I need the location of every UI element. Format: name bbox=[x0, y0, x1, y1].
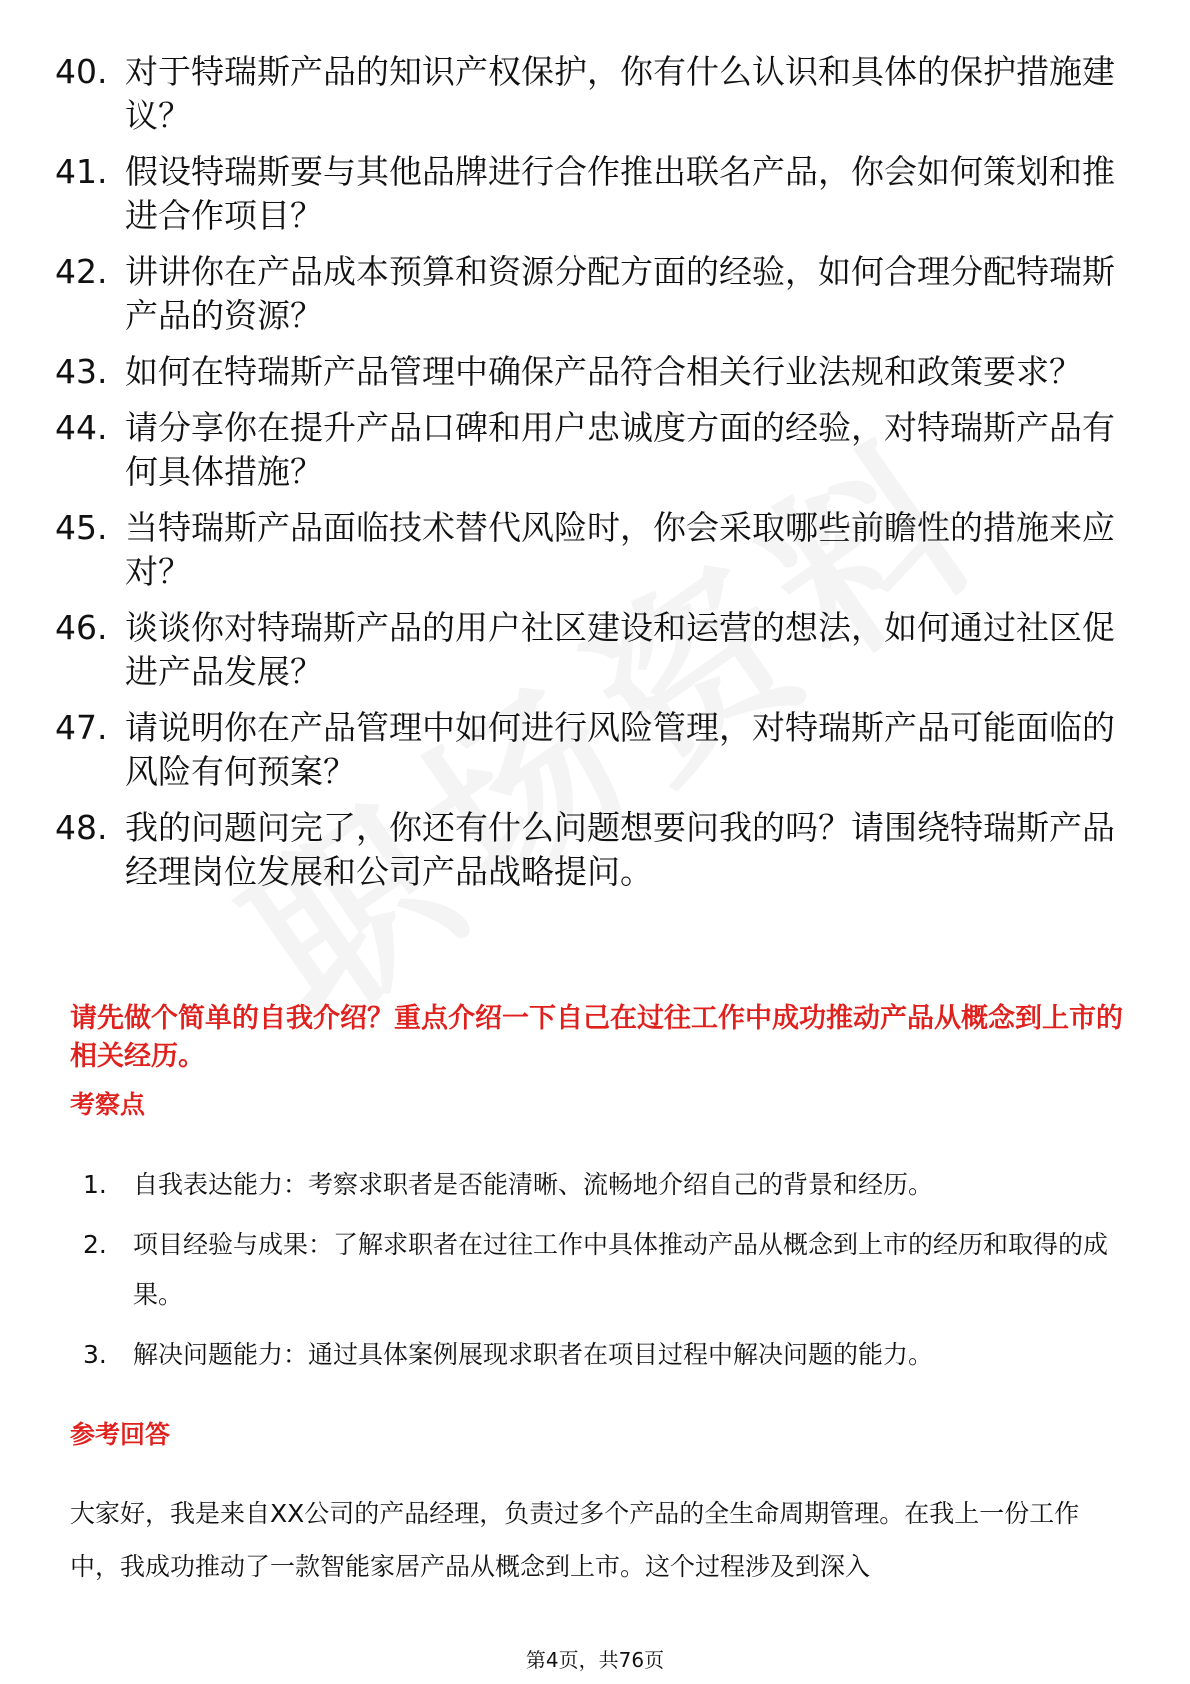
point-text: 项目经验与成果：了解求职者在过往工作中具体推动产品从概念到上市的经历和取得的成果。 bbox=[133, 1230, 1109, 1309]
answer-label: 参考回答 bbox=[70, 1420, 171, 1449]
points-label: 考察点 bbox=[70, 1090, 146, 1119]
point-text: 解决问题能力：通过具体案例展现求职者在项目过程中解决问题的能力。 bbox=[133, 1340, 934, 1369]
point-number: 1. bbox=[83, 1170, 107, 1199]
question-number: 43. bbox=[55, 352, 108, 391]
question-item bbox=[55, 406, 1125, 494]
question-text: 我的问题问完了，你还有什么问题想要问我的吗？请围绕特瑞斯产品经理岗位发展和公司产品战略提问。 bbox=[125, 808, 1115, 891]
question-number: 40. bbox=[55, 52, 108, 91]
answer-text: 大家好，我是来自XX公司的产品经理，负责过多个产品的全生命周期管理。在我上一份工作中，我成功推动了一款智能家居产品从概念到上市。这个过程涉及到深入 bbox=[70, 1499, 1080, 1581]
point-item bbox=[75, 1160, 1115, 1210]
section-question: 请先做个简单的自我介绍？重点介绍一下自己在过往工作中成功推动产品从概念到上市的相关经历。 bbox=[70, 1003, 1123, 1072]
question-text: 对于特瑞斯产品的知识产权保护，你有什么认识和具体的保护措施建议？ bbox=[125, 52, 1115, 135]
question-list bbox=[55, 50, 1125, 906]
question-number: 42. bbox=[55, 252, 108, 291]
point-item bbox=[75, 1220, 1115, 1320]
question-number: 46. bbox=[55, 608, 108, 647]
question-number: 47. bbox=[55, 708, 108, 747]
point-number: 3. bbox=[83, 1340, 107, 1369]
question-number: 41. bbox=[55, 152, 108, 191]
question-item bbox=[55, 250, 1125, 338]
question-text: 假设特瑞斯要与其他品牌进行合作推出联名产品，你会如何策划和推进合作项目？ bbox=[125, 152, 1115, 235]
question-item bbox=[55, 506, 1125, 594]
question-text: 请说明你在产品管理中如何进行风险管理，对特瑞斯产品可能面临的风险有何预案？ bbox=[125, 708, 1115, 791]
point-item bbox=[75, 1330, 1115, 1380]
point-text: 自我表达能力：考察求职者是否能清晰、流畅地介绍自己的背景和经历。 bbox=[133, 1170, 934, 1199]
question-item bbox=[55, 150, 1125, 238]
question-number: 44. bbox=[55, 408, 108, 447]
question-text: 谈谈你对特瑞斯产品的用户社区建设和运营的想法，如何通过社区促进产品发展？ bbox=[125, 608, 1115, 691]
question-number: 45. bbox=[55, 508, 108, 547]
question-item bbox=[55, 706, 1125, 794]
question-item bbox=[55, 606, 1125, 694]
question-text: 如何在特瑞斯产品管理中确保产品符合相关行业法规和政策要求？ bbox=[125, 352, 1082, 391]
point-number: 2. bbox=[83, 1230, 107, 1259]
points-list bbox=[75, 1160, 1115, 1390]
question-item bbox=[55, 50, 1125, 138]
question-text: 讲讲你在产品成本预算和资源分配方面的经验，如何合理分配特瑞斯产品的资源？ bbox=[125, 252, 1115, 335]
question-number: 48. bbox=[55, 808, 108, 847]
question-text: 当特瑞斯产品面临技术替代风险时，你会采取哪些前瞻性的措施来应对？ bbox=[125, 508, 1115, 591]
question-item bbox=[55, 806, 1125, 894]
page-footer: 第4页，共76页 bbox=[525, 1648, 665, 1672]
question-item bbox=[55, 350, 1125, 394]
question-text: 请分享你在提升产品口碑和用户忠诚度方面的经验，对特瑞斯产品有何具体措施？ bbox=[125, 408, 1115, 491]
